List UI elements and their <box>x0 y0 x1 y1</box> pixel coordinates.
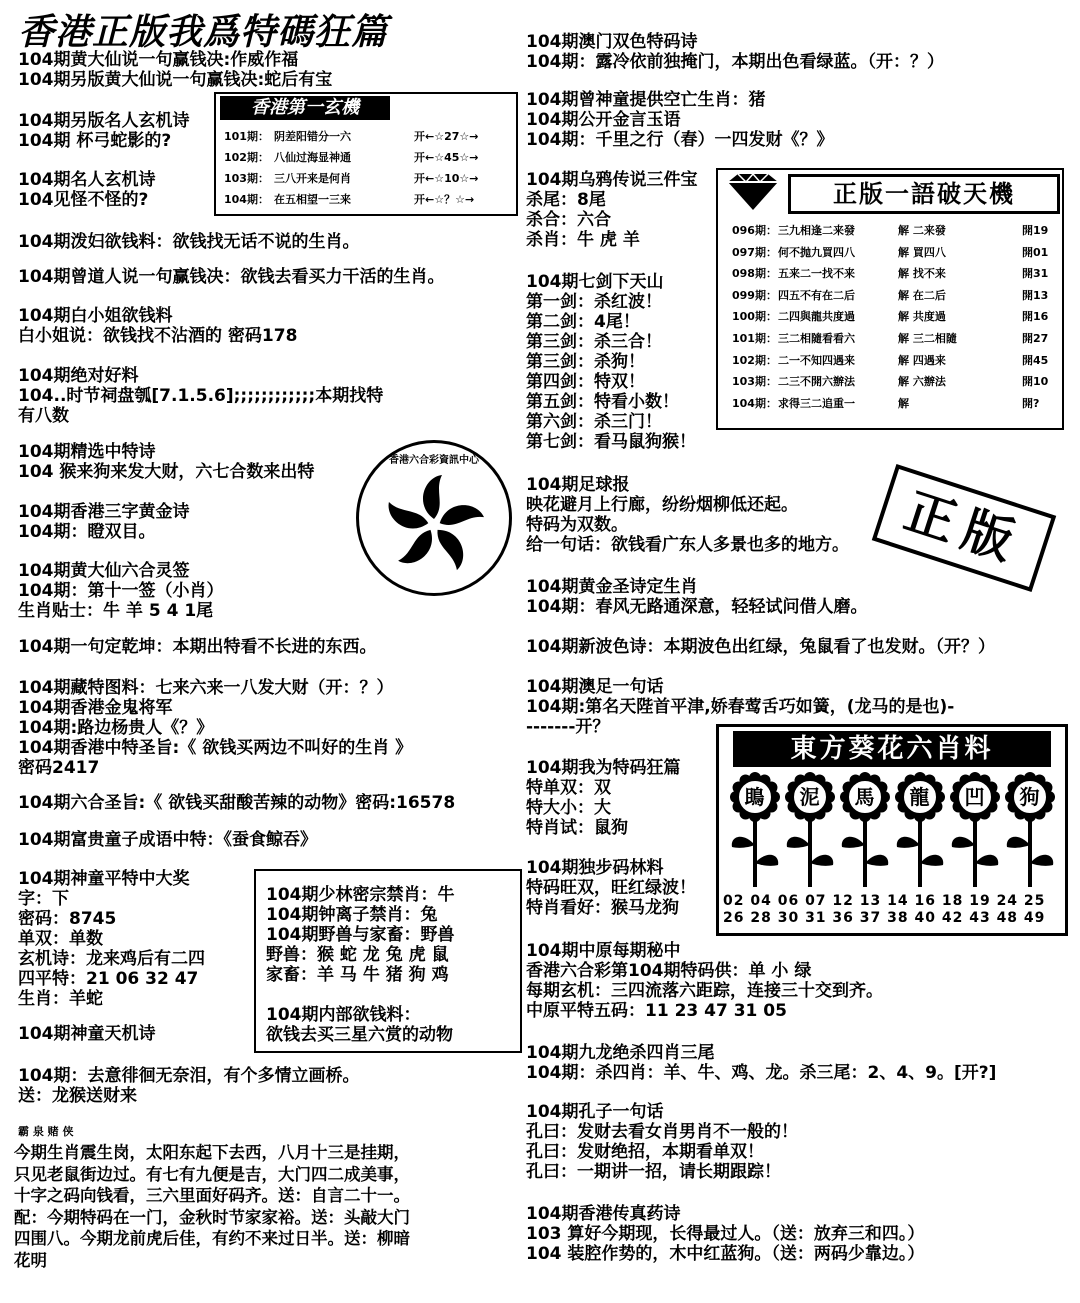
text-line: 104 猴来狗来发大财，六七合数来出特 <box>18 462 315 482</box>
flower-header: 東方葵花六肖料 <box>733 731 1051 767</box>
text-line: 104期神童天机诗 <box>18 1024 156 1044</box>
text-line: 104期少林密宗禁肖：牛 <box>266 885 455 905</box>
text-line: 映花避月上行廊，纷纷烟柳低还起。 <box>526 495 798 515</box>
sunflower-2 <box>783 771 837 889</box>
text-line: 104..时节祠盘瓠[7.1.5.6];;;;;;;;;;;;本期找特 <box>18 386 384 406</box>
xuanji-box: 香港第一玄機 101期： 阴差阳错分一六 开←☆27☆→ 102期： 八仙过海显神通 开←☆45☆→ 103期： 三八开来是何肖 开←☆10☆→ 104期： 在五相望一三来 开←☆？☆→ <box>214 92 518 216</box>
sunflower-3 <box>838 771 892 889</box>
sunflower-label: 凹 <box>964 785 985 809</box>
left-block-2 <box>18 111 190 151</box>
text-line: 孔曰：发财绝招，本期看单双！ <box>526 1142 764 1162</box>
text-line: 104期中原每期秘中 <box>526 941 681 961</box>
text-line: 104期富贵童子成语中特：《蚕食鲸吞》 <box>18 830 317 850</box>
right-block-14 <box>526 1204 924 1264</box>
sunflower-label: 泥 <box>799 785 820 809</box>
shaolin-box <box>254 869 522 1053</box>
yuju-row: 104期： 求得三二追重一 解 開? <box>732 396 1040 410</box>
text-line: 单双：单数 <box>18 929 103 949</box>
text-line: 104期澳门双色特码诗 <box>526 32 698 52</box>
text-line: 四平特：21 06 32 47 <box>18 969 199 989</box>
text-line: 104期钟离子禁肖：兔 <box>266 905 438 925</box>
right-block-13 <box>526 1102 798 1182</box>
text-line: 花明 <box>14 1250 47 1270</box>
text-line: 第二剑：4尾！ <box>526 312 640 332</box>
sunflower-label: 龍 <box>909 785 930 809</box>
sunflower-label: 馬 <box>854 785 875 809</box>
text-line: 104期：杀四肖：羊、牛、鸡、龙。杀三尾：2、4、9。[开?] <box>526 1063 997 1083</box>
right-block-5 <box>526 475 849 555</box>
text-line: 家畜：羊 马 牛 猪 狗 鸡 <box>266 965 449 985</box>
left-block-18 <box>14 1142 410 1271</box>
text-line: 野兽：猴 蛇 龙 兔 虎 鼠 <box>266 945 449 965</box>
text-line: 104期：千里之行（春）一四发财《？》 <box>526 130 834 150</box>
text-line: 104期泼妇欲钱料：欲钱找无话不说的生肖。 <box>18 232 360 252</box>
text-line: 四围八。今期龙前虎后佳，有约不来过日半。送：柳暗 <box>14 1229 410 1248</box>
text-line: 104期另版黄大仙说一句赢钱决:蛇后有宝 <box>18 70 333 90</box>
text-line: 104期乌鸦传说三件宝 <box>526 170 698 190</box>
text-line: 104期内部欲钱料： <box>266 1005 421 1025</box>
text-line: 104期香港中特圣旨:《 欲钱买两边不叫好的生肖 》 <box>18 738 413 758</box>
text-line: 104期：瞪双目。 <box>18 522 156 542</box>
left-block-1 <box>18 50 332 90</box>
xuanji-header: 香港第一玄機 <box>220 96 390 120</box>
yuju-row: 102期： 二一不知四遇来 解 四遇来 開45 <box>732 353 1049 367</box>
text-line: 104期七剑下天山 <box>526 272 664 292</box>
text-line: 104期名人玄机诗 <box>18 170 156 190</box>
text-line: 第一剑：杀红波！ <box>526 292 662 312</box>
text-line: 104期:第名天陛首平津,娇春莺舌巧如簧，(龙马的是也)- <box>526 697 955 717</box>
text-line: 送：龙猴送财来 <box>18 1086 137 1106</box>
text-line: 生肖贴士：牛 羊 5 4 1尾 <box>18 601 214 621</box>
page-title: 香港正版我爲特碼狂篇 <box>18 12 389 53</box>
sunflower-4 <box>893 771 947 889</box>
text-line: 103 算好今期现，长得最过人。（送：放弃三和四。） <box>526 1224 925 1244</box>
text-line: 104见怪不怪的? <box>18 190 149 210</box>
text-line: 104期：露冷依前独掩门，本期出色看绿蓝。（开：？） <box>526 52 944 72</box>
left-block-10 <box>18 561 224 621</box>
text-line: 104期：春风无路通深意，轻轻试问借人磨。 <box>526 597 868 617</box>
poem-heading: 霸 泉 赌 侠 <box>18 1125 74 1138</box>
text-line: 104期：去意徘徊无奈泪，有个多情立画桥。 <box>18 1066 360 1086</box>
text-line: 配：今期特码在一门，金秋时节家家裕。送：头敲大门 <box>14 1207 410 1227</box>
text-line: 104期曾道人说一句赢钱决：欲钱去看买力干活的生肖。 <box>18 267 445 287</box>
left-block-6 <box>18 306 297 346</box>
left-block-11 <box>18 637 377 657</box>
yuju-row: 103期： 二三不開六辦法 解 六辦法 開10 <box>732 375 1049 389</box>
sunflower-label: 鴡 <box>744 785 765 809</box>
yuju-row: 099期： 四五不有在二后 解 在二后 開13 <box>732 288 1049 302</box>
text-line: 第七剑：看马鼠狗猴！ <box>526 432 696 452</box>
text-line: 104期孔子一句话 <box>526 1102 664 1122</box>
number-list <box>723 893 1045 927</box>
text-line: 欲钱去买三星六赏的动物 <box>266 1025 453 1045</box>
text-line: 第三剑：杀狗！ <box>526 352 645 372</box>
text-line: 104期香港传真药诗 <box>526 1204 681 1224</box>
yuju-box <box>716 168 1064 430</box>
text-line: 104期黄大仙说一句赢钱决:作威作福 <box>18 50 299 70</box>
text-line: 杀合：六合 <box>526 210 611 230</box>
text-line: 白小姐说：欲钱找不沾酒的 密码178 <box>18 326 298 346</box>
text-line: 第六剑：杀三门！ <box>526 412 662 432</box>
text-line: -------开？ <box>526 717 610 737</box>
left-block-15 <box>18 869 205 1009</box>
zhengban-stamp: 正版 <box>872 464 1056 592</box>
right-block-6 <box>526 577 868 617</box>
text-line: 104期九龙绝杀四肖三尾 <box>526 1043 715 1063</box>
sunflower-1 <box>728 771 782 889</box>
sunflower-5 <box>948 771 1002 889</box>
text-line: 104期新波色诗：本期波色出红绿，兔鼠看了也发财。（开？） <box>526 637 995 657</box>
text-line: 104期白小姐欲钱料 <box>18 306 173 326</box>
yuju-row: 101期： 三二相隨看看六 解 三二相隨 開27 <box>732 331 1049 345</box>
left-block-7 <box>18 366 383 426</box>
yuju-row: 097期： 何不抛九買四八 解 買四八 開01 <box>732 245 1049 259</box>
text-line: 特单双：双 <box>526 778 611 798</box>
text-line: 104期香港三字黄金诗 <box>18 502 190 522</box>
text-line: 104期我为特码狂篇 <box>526 758 681 778</box>
text-line: 特码为双数。 <box>526 515 628 535</box>
text-line: 特肖试：鼠狗 <box>526 818 628 838</box>
text-line: 孔曰：发财去看女肖男肖不一般的！ <box>526 1122 798 1142</box>
text-line: 104期香港金鬼将军 <box>18 698 173 718</box>
left-block-13 <box>18 793 455 813</box>
text-line: 104期另版名人玄机诗 <box>18 111 190 131</box>
yuju-row: 096期： 三九相逢二来發 解 二来發 開19 <box>732 224 1049 237</box>
text-line: 104期曾神童提供空亡生肖：猪 <box>526 90 766 110</box>
bauhinia-icon <box>359 443 509 593</box>
text-line: 第三剑：杀三合！ <box>526 332 662 352</box>
text-line: 104期野兽与家畜：野兽 <box>266 925 455 945</box>
text-line: 104期黄金圣诗定生肖 <box>526 577 698 597</box>
text-line: 104期澳足一句话 <box>526 677 664 697</box>
text-line: 十字之码向钱看，三六里面好码齐。送：自言二十一。 <box>14 1186 410 1205</box>
text-line: 104期精选中特诗 <box>18 442 156 462</box>
text-line: 104期 杯弓蛇影的? <box>18 131 172 151</box>
text-line: 特肖看好：猴马龙狗 <box>526 898 679 918</box>
text-line: 104期六合圣旨:《 欲钱买甜酸苦辣的动物》密码:16578 <box>18 793 456 813</box>
text-line <box>266 985 455 1005</box>
right-block-3 <box>526 170 698 250</box>
text-line: 104 装腔作势的，木中红蓝狗。（送：两码少靠边。） <box>526 1244 925 1264</box>
flower-row <box>727 771 1057 889</box>
sunflower-6 <box>1003 771 1057 889</box>
text-line: 每期玄机：三四流落六距踪，连接三十交到齐。 <box>526 981 883 1001</box>
text-line: 104期一句定乾坤：本期出特看不长进的东西。 <box>18 637 377 657</box>
text-line: 特大小：大 <box>526 798 611 818</box>
right-block-2 <box>526 90 834 150</box>
text-line: 密码2417 <box>18 758 100 778</box>
right-block-4 <box>526 272 696 452</box>
right-block-1 <box>526 32 944 72</box>
text-line: 今期生肖震生岗，太阳东起下去西，八月十三是挂期， <box>14 1143 410 1162</box>
text-line: 104期:路边杨贵人《？》 <box>18 718 214 738</box>
left-block-12 <box>18 678 412 778</box>
text-line: 104期独步码林料 <box>526 858 664 878</box>
left-block-17 <box>18 1066 360 1106</box>
left-block-4 <box>18 232 360 252</box>
text-line: 中原平特五码：11 23 47 31 05 <box>526 1001 787 1021</box>
right-block-10 <box>526 858 696 918</box>
text-line: 第四剑：特双！ <box>526 372 645 392</box>
text-line: 杀尾：8尾 <box>526 190 606 210</box>
text-line: 第五剑：特看小数！ <box>526 392 679 412</box>
text-line: 104期：第十一签（小肖） <box>18 581 224 601</box>
yuju-header: 正版一語破天機 <box>788 174 1060 214</box>
right-block-9 <box>526 758 681 838</box>
diamond-icon <box>724 172 782 212</box>
text-line: 104期神童平特中大奖 <box>18 869 190 889</box>
number-line: 02 04 06 07 12 13 14 16 18 19 24 25 <box>723 893 1046 909</box>
flower-box <box>716 724 1068 936</box>
text-line: 104期藏特图料：七来六来一八发大财（开：？） <box>18 678 394 698</box>
seal-emblem: 香港六合彩資訊中心 <box>356 440 512 596</box>
text-line: 有八数 <box>18 406 69 426</box>
text-line: 104期足球报 <box>526 475 630 495</box>
text-line: 密码：8745 <box>18 909 117 929</box>
yuju-row: 098期： 五来二一找不来 解 找不来 開31 <box>732 267 1049 281</box>
text-line: 生肖：羊蛇 <box>18 989 103 1009</box>
left-block-5 <box>18 267 445 287</box>
text-line: 字：下 <box>18 889 69 909</box>
text-line: 杀肖：牛 虎 羊 <box>526 230 640 250</box>
left-block-3 <box>18 170 156 210</box>
text-line: 香港六合彩第104期特码供：单 小 绿 <box>526 961 812 981</box>
right-block-12 <box>526 1043 996 1083</box>
right-block-7 <box>526 637 995 657</box>
text-line: 只见老鼠街边过。有七有九便是吉，大门四二成美事， <box>14 1164 410 1184</box>
yuju-row: 100期： 二四與龍共度過 解 共度過 開16 <box>732 310 1049 324</box>
text-line: 给一句话：欲钱看广东人多景也多的地方。 <box>526 535 849 555</box>
text-line: 玄机诗：龙来鸡后有二四 <box>18 949 205 969</box>
text-line: 104期黄大仙六合灵签 <box>18 561 190 581</box>
left-block-8 <box>18 442 314 482</box>
right-block-11 <box>526 941 883 1021</box>
number-line: 26 28 30 31 36 37 38 40 42 43 48 49 <box>723 910 1046 926</box>
left-block-14 <box>18 830 317 850</box>
text-line: 孔曰：一期讲一招，请长期跟踪！ <box>526 1162 781 1182</box>
text-line: 104期绝对好料 <box>18 366 139 386</box>
text-line: 特码旺双，旺红绿波！ <box>526 878 696 898</box>
left-block-9 <box>18 502 190 542</box>
text-line: 104期公开金言玉语 <box>526 110 681 130</box>
left-block-16 <box>18 1024 156 1044</box>
sunflower-label: 狗 <box>1019 785 1040 809</box>
